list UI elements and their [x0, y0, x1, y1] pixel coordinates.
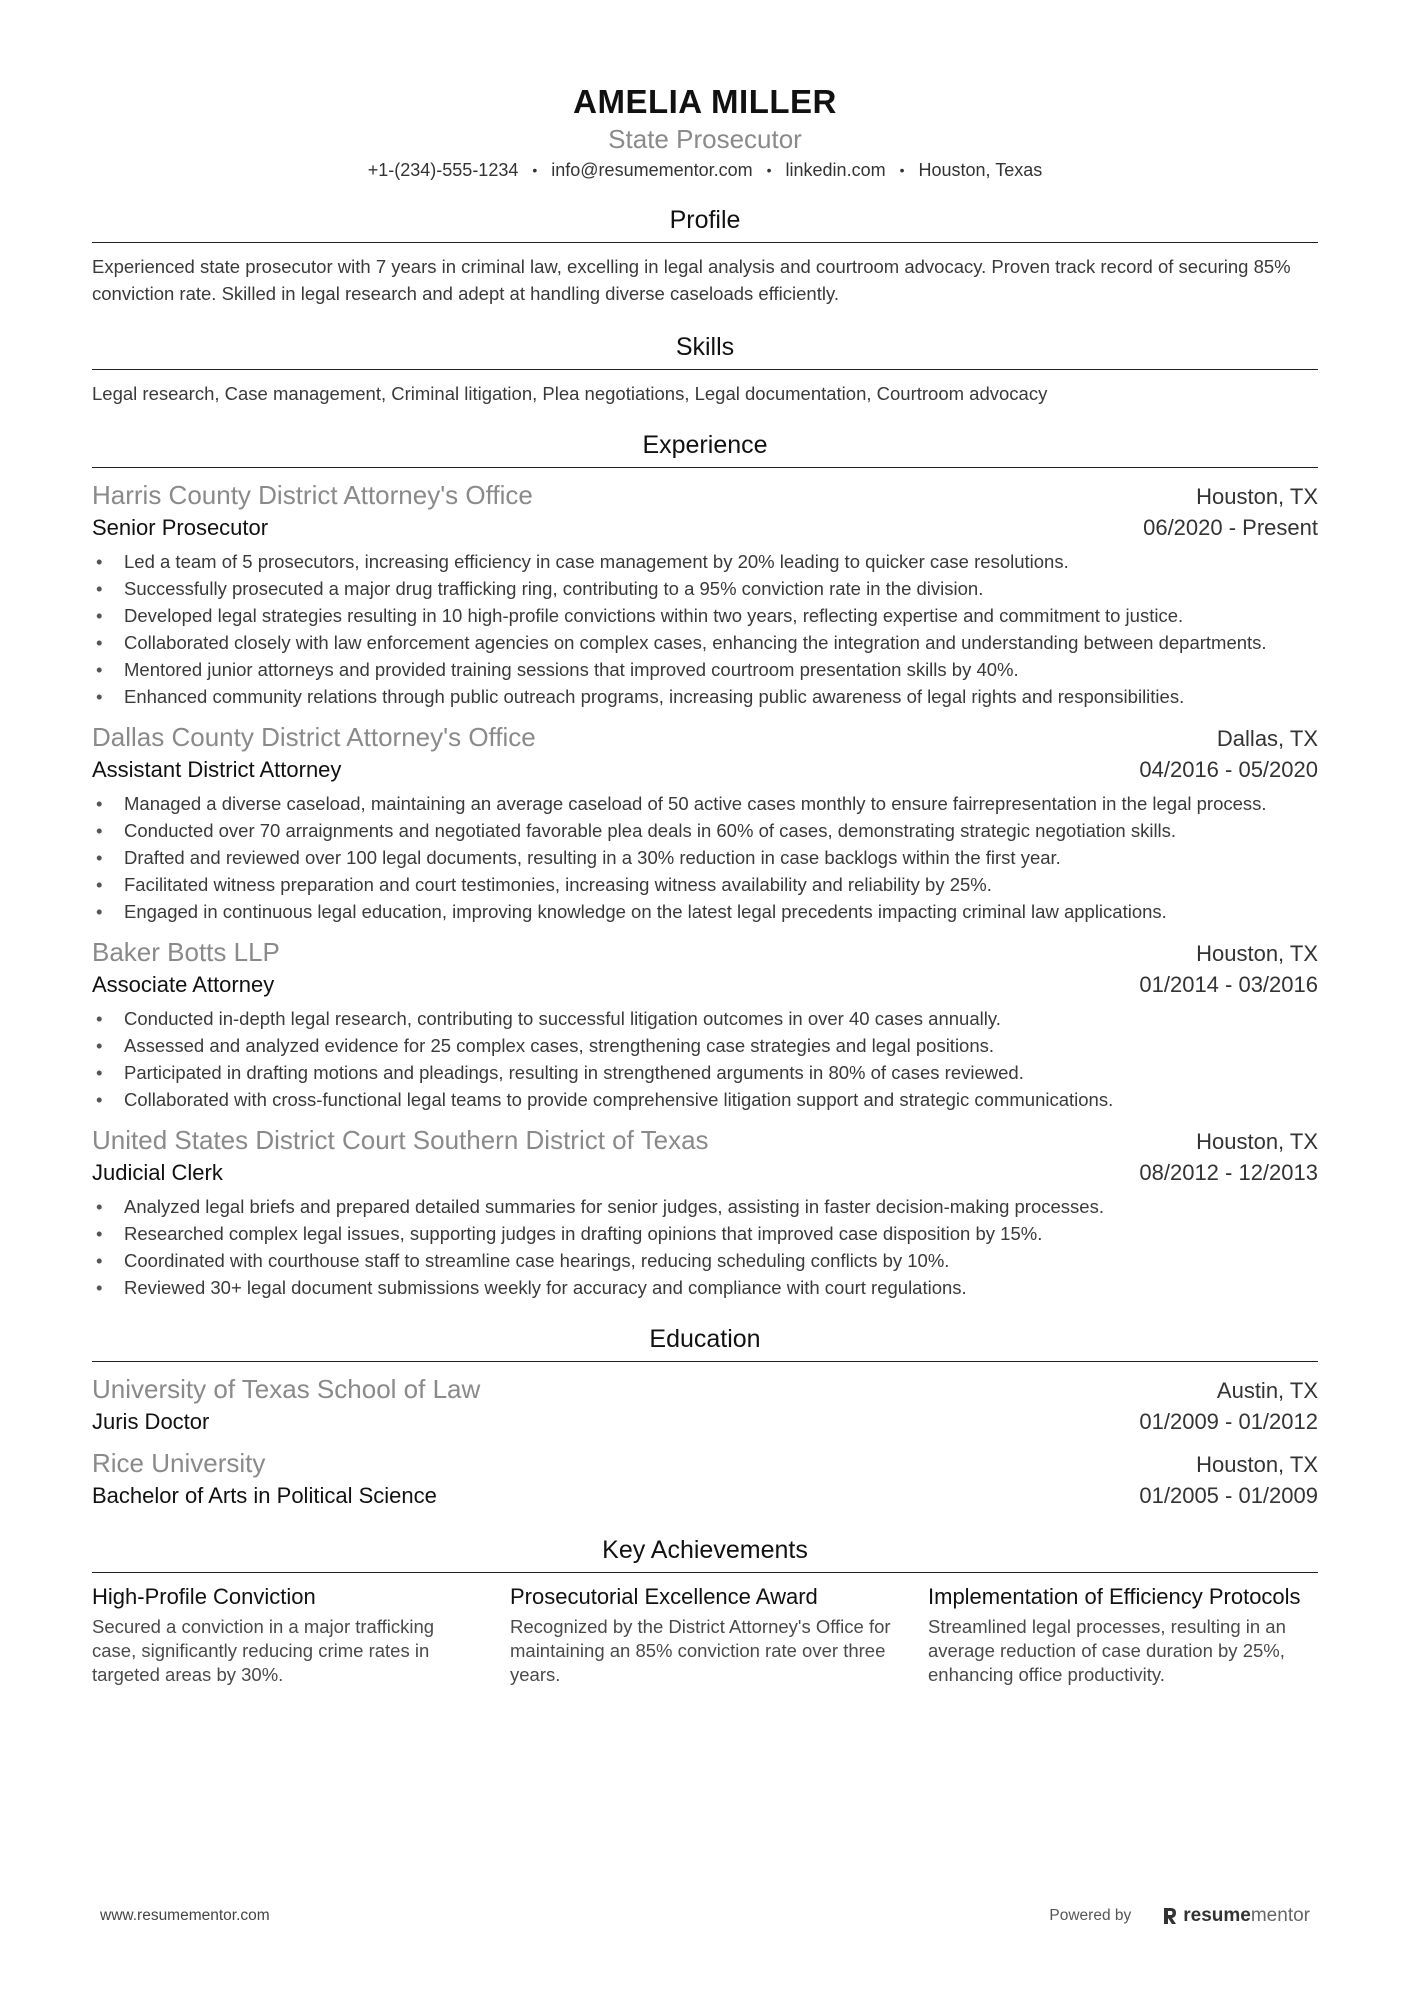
resumementor-logo-icon — [1161, 1906, 1179, 1926]
job-bullet: • Enhanced community relations through public outreach programs, increasing public awareness of legal rights and responsibilities. — [92, 683, 1318, 710]
job-company: Baker Botts LLP — [92, 937, 280, 967]
job-role: Associate Attorney — [92, 972, 275, 997]
job-bullet: • Reviewed 30+ legal document submissions weekly for accuracy and compliance with court regulations. — [92, 1274, 1318, 1301]
job-bullet: • Participated in drafting motions and pleadings, resulting in strengthened arguments in 80% of cases reviewed. — [92, 1059, 1318, 1086]
job-bullet: • Successfully prosecuted a major drug trafficking ring, contributing to a 95% conviction rate in the division. — [92, 575, 1318, 602]
candidate-name: AMELIA MILLER — [573, 83, 837, 120]
job-bullet: • Analyzed legal briefs and prepared detailed summaries for senior judges, assisting in faster decision-making processes. — [92, 1193, 1318, 1220]
job-bullets — [92, 548, 1318, 710]
education-degree: Bachelor of Arts in Political Science — [92, 1483, 437, 1508]
job-dates: 01/2014 - 03/2016 — [1139, 972, 1318, 997]
skills-heading: Skills — [92, 331, 1318, 370]
education-entry — [92, 1446, 1318, 1512]
skills-text: Legal research, Case management, Criminal litigation, Plea negotiations, Legal documentation, Courtroom advocacy — [92, 383, 1048, 404]
achievements-heading: Key Achievements — [92, 1534, 1318, 1573]
job-bullet: • Engaged in continuous legal education, improving knowledge on the latest legal precedents impacting criminal law applications. — [92, 898, 1318, 925]
profile-heading: Profile — [92, 204, 1318, 243]
contact-separator: • — [766, 162, 772, 178]
contact-location: Houston, Texas — [918, 160, 1043, 180]
job-bullet: • Conducted over 70 arraignments and negotiated favorable plea deals in 60% of cases, demonstrating strategic negotiation skills. — [92, 817, 1318, 844]
profile-text: Experienced state prosecutor with 7 years in criminal law, excelling in legal analysis and courtroom advocacy. Proven track record of securing 85% conviction rate. Skilled in legal research and adept at handling diverse caseloads efficiently. — [92, 256, 1291, 304]
job-location: Dallas, TX — [1216, 726, 1318, 751]
education-dates: 01/2009 - 01/2012 — [1139, 1409, 1318, 1434]
job-bullet: • Facilitated witness preparation and court testimonies, increasing witness availability and reliability by 25%. — [92, 871, 1318, 898]
job-bullet: • Led a team of 5 prosecutors, increasing efficiency in case management by 20% leading to quicker case resolutions. — [92, 548, 1318, 575]
contact-separator: • — [532, 162, 538, 178]
job-role: Assistant District Attorney — [92, 757, 342, 782]
job-entry — [92, 1123, 1318, 1301]
job-bullet: • Researched complex legal issues, supporting judges in drafting opinions that improved case disposition by 15%. — [92, 1220, 1318, 1247]
brand-name-light: mentor — [1250, 1905, 1310, 1926]
brand-name — [1183, 1905, 1310, 1927]
job-dates: 06/2020 - Present — [1143, 515, 1318, 540]
achievement-title: Prosecutorial Excellence Award — [510, 1584, 818, 1609]
job-location: Houston, TX — [1196, 484, 1318, 509]
job-bullet: • Mentored junior attorneys and provided training sessions that improved courtroom presentation skills by 40%. — [92, 656, 1318, 683]
experience-heading: Experience — [92, 429, 1318, 468]
achievements-grid — [92, 1583, 1318, 1687]
profile-section — [92, 204, 1318, 307]
achievement-title: Implementation of Efficiency Protocols — [928, 1584, 1301, 1609]
contact-email: info@resumementor.com — [551, 160, 753, 180]
achievement-title: High-Profile Conviction — [92, 1584, 316, 1609]
job-location: Houston, TX — [1196, 1129, 1318, 1154]
job-company: Dallas County District Attorney's Office — [92, 722, 536, 752]
brand-name-bold: resume — [1183, 1905, 1251, 1926]
contact-separator: • — [899, 162, 905, 178]
job-bullet: • Collaborated closely with law enforcement agencies on complex cases, enhancing the integration and understanding between departments. — [92, 629, 1318, 656]
job-role: Judicial Clerk — [92, 1160, 223, 1185]
education-entry — [92, 1372, 1318, 1438]
powered-by-label: Powered by — [1049, 1907, 1132, 1924]
achievement-desc: Secured a conviction in a major trafficking case, significantly reducing crime rates in targeted areas by 30%. — [92, 1616, 435, 1685]
education-location: Austin, TX — [1216, 1378, 1318, 1403]
job-bullet: • Conducted in-depth legal research, contributing to successful litigation outcomes in over 40 cases annually. — [92, 1005, 1318, 1032]
job-entry — [92, 720, 1318, 925]
achievement-card — [92, 1583, 482, 1687]
job-bullets — [92, 1005, 1318, 1113]
education-section — [92, 1323, 1318, 1512]
job-bullets — [92, 790, 1318, 925]
footer-url[interactable]: www.resumementor.com — [100, 1907, 270, 1924]
education-location: Houston, TX — [1196, 1452, 1318, 1477]
achievement-desc: Recognized by the District Attorney's Office for maintaining an 85% conviction rate over three years. — [510, 1616, 891, 1685]
footer-branding — [1049, 1905, 1310, 1927]
achievement-card — [928, 1583, 1318, 1687]
achievements-section — [92, 1534, 1318, 1687]
job-dates: 04/2016 - 05/2020 — [1139, 757, 1318, 782]
achievement-desc: Streamlined legal processes, resulting in an average reduction of case duration by 25%, enhancing office productivity. — [928, 1616, 1286, 1685]
job-entry — [92, 935, 1318, 1113]
education-school: Rice University — [92, 1448, 266, 1478]
job-bullet: • Collaborated with cross-functional legal teams to provide comprehensive litigation support and strategic communications. — [92, 1086, 1318, 1113]
education-dates: 01/2005 - 01/2009 — [1139, 1483, 1318, 1508]
job-role: Senior Prosecutor — [92, 515, 269, 540]
contact-phone: +1-(234)-555-1234 — [367, 160, 519, 180]
job-dates: 08/2012 - 12/2013 — [1139, 1160, 1318, 1185]
job-company: United States District Court Southern District of Texas — [92, 1125, 709, 1155]
job-bullet: • Drafted and reviewed over 100 legal documents, resulting in a 30% reduction in case backlogs within the first year. — [92, 844, 1318, 871]
job-bullet: • Coordinated with courthouse staff to streamline case hearings, reducing scheduling conflicts by 10%. — [92, 1247, 1318, 1274]
education-heading: Education — [92, 1323, 1318, 1362]
job-location: Houston, TX — [1196, 941, 1318, 966]
job-bullet: • Assessed and analyzed evidence for 25 complex cases, strengthening case strategies and legal positions. — [92, 1032, 1318, 1059]
contact-linkedin: linkedin.com — [785, 160, 886, 180]
job-bullet: • Managed a diverse caseload, maintaining an average caseload of 50 active cases monthly to ensure fairrepresentation in the legal process. — [92, 790, 1318, 817]
brand-logo[interactable] — [1161, 1905, 1310, 1927]
candidate-title: State Prosecutor — [608, 124, 802, 154]
job-entry — [92, 478, 1318, 710]
achievement-card — [510, 1583, 900, 1687]
experience-section — [92, 429, 1318, 1301]
page-footer — [0, 1905, 1410, 1927]
job-bullet: • Developed legal strategies resulting in 10 high-profile convictions within two years, reflecting expertise and commitment to justice. — [92, 602, 1318, 629]
job-bullets — [92, 1193, 1318, 1301]
skills-section — [92, 331, 1318, 407]
resume-header — [92, 0, 1318, 183]
contact-line — [92, 157, 1318, 183]
education-degree: Juris Doctor — [92, 1409, 210, 1434]
job-company: Harris County District Attorney's Office — [92, 480, 533, 510]
education-school: University of Texas School of Law — [92, 1374, 481, 1404]
